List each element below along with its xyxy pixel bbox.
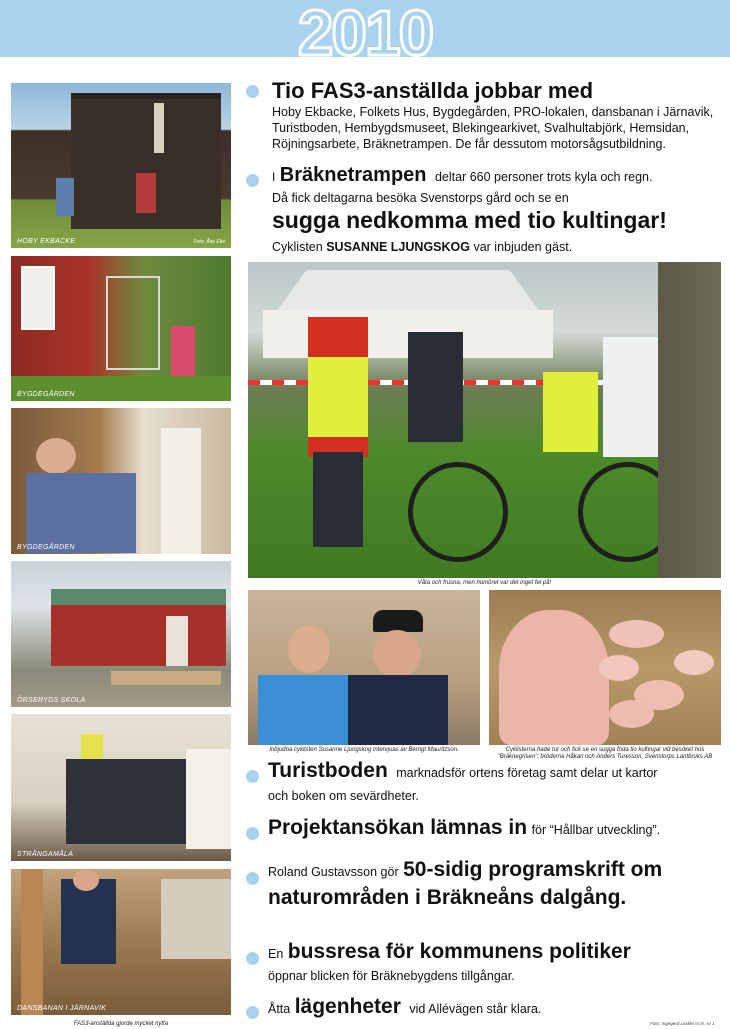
turist-line: [268, 759, 657, 783]
text-prefix: I: [272, 170, 276, 184]
photo-caption: BYGDEGÅRDEN: [17, 544, 75, 551]
text-line: Då fick deltagarna besöka Svenstorps gård och se en: [272, 191, 569, 205]
trampen-rest: deltar 660 personer trots kyla och regn.: [434, 170, 653, 184]
year-title: 2010: [297, 0, 433, 69]
text-line: Röjningsarbete, Bräknetrampen. De får dessutom motorsågsutbildning.: [272, 137, 666, 151]
photo-cyclists: [248, 262, 721, 578]
interview-caption: Inbjudna cyklisten Susanne Ljungskog intervjuas av Berngt Mauritzson.: [269, 747, 459, 753]
photo-bygdegarden-2: [11, 408, 231, 554]
pigs-caption-2: ”Bräknegrisen”: bröderna Håkan och Anders Turesson, Svenstorps Lantbruks AB: [497, 754, 713, 760]
atta-pre: Åtta: [268, 1002, 291, 1016]
program-big1: 50-sidig programskrift om: [403, 858, 663, 881]
text-line: Hoby Ekbacke, Folkets Hus, Bygdegården, PRO-lokalen, dansbanan i Järnavik,: [272, 105, 714, 119]
guest-post: var inbjuden gäst.: [473, 240, 573, 254]
buss-line: [268, 940, 631, 964]
program-pre: Roland Gustavsson gör: [268, 865, 399, 879]
turist-rest: marknadsför ortens företag samt delar ut kartor: [396, 766, 658, 780]
atta-rest: vid Allévägen står klara.: [409, 1002, 542, 1016]
photo-pigs: [489, 590, 721, 745]
text-line: öppnar blicken för Bräknebygdens tillgångar.: [268, 969, 515, 983]
bullet-icon: [246, 174, 259, 187]
photo-caption: BYGDEGÅRDEN: [17, 391, 75, 398]
bullet-icon: [246, 872, 259, 885]
bullet-icon: [246, 827, 259, 840]
trampen-line: [272, 164, 652, 187]
projekt-name: Projektansökan lämnas in: [268, 816, 528, 839]
left-bottom-caption: FAS3-anställda gjorde mycket nytta: [73, 1021, 169, 1027]
program-line: [268, 858, 662, 882]
guest-pre: Cyklisten: [272, 240, 323, 254]
trampen-name: Bräknetrampen: [279, 164, 427, 186]
atta-big: lägenheter: [294, 995, 401, 1018]
buss-pre: En: [268, 947, 284, 961]
main-photo-caption: Våta och frusna, men humöret var det inget fel på!: [417, 580, 552, 586]
turist-name: Turistboden: [268, 759, 388, 782]
bullet-icon: [246, 85, 259, 98]
photo-caption: STRÅNGAMÅLA: [17, 851, 74, 858]
guest-name: SUSANNE LJUNGSKOG: [326, 240, 470, 254]
photo-caption: DANSBANAN I JÄRNAVIK: [17, 1005, 107, 1012]
photo-interview: [248, 590, 480, 745]
text-line: Turistboden, Hembygdsmuseet, Blekingearkivet, Svalhultabjörk, Hemsidan,: [272, 121, 690, 135]
trampen-big-line: sugga nedkomma med tio kultingar!: [272, 207, 667, 233]
heading-tio-fas3: Tio FAS3-anställda jobbar med: [272, 78, 594, 103]
buss-big: bussresa för kommunens politiker: [287, 940, 631, 963]
photo-hoby-ekbacke: [11, 83, 231, 248]
photo-strangamala: [11, 714, 231, 861]
photo-orseryds-skola: [11, 561, 231, 707]
projekt-line: [268, 816, 660, 840]
photo-dansbanan-jarnavik: [11, 869, 231, 1015]
photo-caption: HOBY EKBACKE: [17, 238, 76, 245]
photo-credit: Foto: Åke Eke: [193, 239, 225, 245]
text-line: och boken om sevärdheter.: [268, 789, 419, 803]
pigs-caption-1: Cyklisterna hade tur och fick se en sugga föda tio kultingar vid besöket hos: [505, 747, 705, 753]
bullet-icon: [246, 952, 259, 965]
program-big2: naturområden i Bräkneåns dalgång.: [268, 886, 627, 909]
atta-line: [268, 995, 541, 1019]
photo-caption: ÖRSERYDS SKOLA: [17, 697, 86, 704]
bullet-icon: [246, 770, 259, 783]
bullet-icon: [246, 1006, 259, 1019]
photo-bygdegarden-1: [11, 256, 231, 401]
guest-line: [272, 240, 572, 254]
projekt-rest: för “Hållbar utveckling”.: [531, 823, 661, 837]
footer-credit: Foto: Ingegerd Lindén m.m. sv 1: [650, 1021, 715, 1026]
